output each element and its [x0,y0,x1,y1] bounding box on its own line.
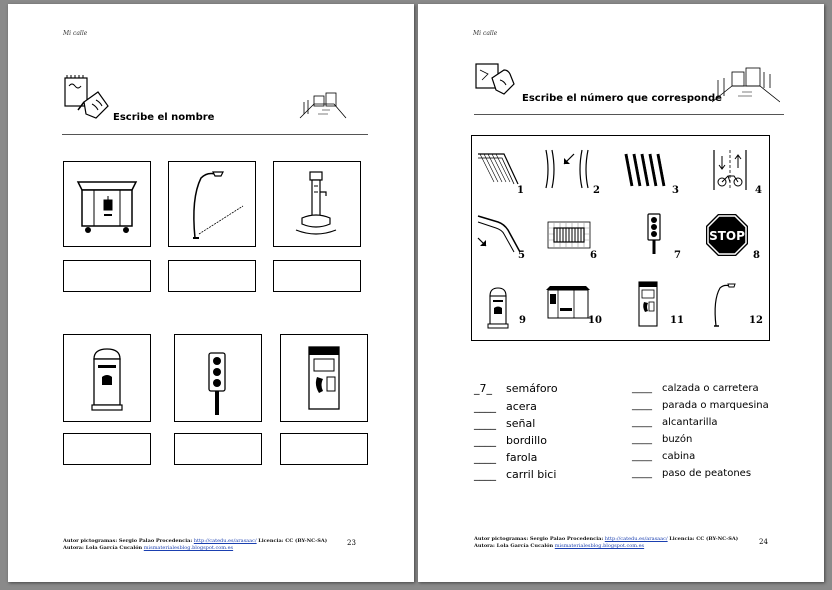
page-title: Escribe el nombre [113,112,215,123]
picture-number: 5 [518,250,525,261]
right-page [418,4,824,582]
road-icon [476,148,520,188]
page-header: Mi calle [473,30,498,37]
page-header: Mi calle [63,30,88,37]
street-scene-icon [298,90,348,120]
word-item: ____ señal [474,417,536,430]
word-item: ____ calzada o carretera [632,383,759,394]
answer-blank[interactable]: ____ [632,400,652,411]
street-lamp-icon [169,162,255,246]
left-page [8,4,414,582]
title-divider [62,134,368,135]
mailbox-icon [64,335,150,421]
answer-blank[interactable]: _7_ [474,382,492,395]
page-footer: Autor pictogramas: Sergio Palao Procedencia: http://catedu.es/arasaac/ Licencia: CC (BY-NC-SA) Autora: Lola García Cucalón mismaterialesblog.blogspot.com.es [63,538,328,551]
page-footer: Autor pictogramas: Sergio Palao Procedencia: http://catedu.es/arasaac/ Licencia: CC (BY-NC-SA) Autora: Lola García Cucalón mismaterialesblog.blogspot.com.es [474,536,739,549]
answer-blank[interactable]: ____ [474,434,496,447]
fountain-icon [274,162,360,246]
pointing-hand-icon [474,60,518,98]
traffic-light-icon [644,212,664,256]
picture-number: 6 [590,250,597,261]
answer-blank[interactable]: ____ [632,451,652,462]
answer-blank[interactable]: ____ [474,417,496,430]
source-link[interactable]: http://catedu.es/arasaac/ [604,536,668,542]
page-number: 23 [347,539,356,547]
picture-number: 4 [755,185,762,196]
word-item: ____ paso de peatones [632,468,752,479]
picture-number: 9 [519,315,526,326]
mailbox-icon [484,284,512,332]
word-item: ____ farola [474,451,538,464]
bike-lane-icon [710,148,750,192]
stop-sign-icon [704,212,750,258]
phone-booth-icon [636,280,660,330]
word-item: ____ buzón [632,434,693,445]
picture-number: 8 [753,250,760,261]
picture-mailbox [63,334,151,422]
answer-box[interactable] [63,260,151,292]
dumpster-icon [64,162,150,246]
page-number: 24 [759,538,768,546]
picture-number: 1 [517,185,524,196]
picture-number: 12 [749,315,763,326]
picture-number: 11 [670,315,684,326]
traffic-light-icon [175,335,261,421]
word-item: ____ bordillo [474,434,547,447]
word-item: ____ alcantarilla [632,417,718,428]
answer-blank[interactable]: ____ [632,417,652,428]
picture-number: 3 [672,185,679,196]
picture-phone-booth [280,334,368,422]
picture-street-lamp [168,161,256,247]
sewer-grate-icon [546,218,592,252]
answer-blank[interactable]: ____ [632,434,652,445]
picture-grid [471,135,770,341]
word-item: ____ carril bici [474,468,557,481]
answer-blank[interactable]: ____ [474,468,496,481]
blog-link[interactable]: mismaterialesblog.blogspot.com.es [554,543,645,549]
word-item: ____ parada o marquesina [632,400,769,411]
title-divider [474,114,784,115]
answer-blank[interactable]: ____ [474,400,496,413]
answer-blank[interactable]: ____ [632,468,652,479]
answer-blank[interactable]: ____ [474,451,496,464]
word-item: ____ cabina [632,451,696,462]
street-lamp-icon [708,282,742,328]
answer-box[interactable] [63,433,151,465]
picture-dumpster [63,161,151,247]
answer-box[interactable] [273,260,361,292]
word-item: _7_ semáforo [474,382,558,395]
word-item: ____ acera [474,400,537,413]
picture-number: 2 [593,185,600,196]
picture-number: 10 [588,315,602,326]
picture-traffic-light [174,334,262,422]
stop-text: STOP [709,229,745,243]
picture-fountain [273,161,361,247]
picture-number: 7 [674,250,681,261]
sidewalk-icon [476,214,524,256]
answer-box[interactable] [168,260,256,292]
curb-icon [542,148,592,190]
phone-booth-icon [281,335,367,421]
street-scene-icon [712,66,780,104]
source-link[interactable]: http://catedu.es/arasaac/ [193,538,257,544]
blog-link[interactable]: mismaterialesblog.blogspot.com.es [143,545,234,551]
answer-blank[interactable]: ____ [632,383,652,394]
answer-box[interactable] [280,433,368,465]
crosswalk-icon [622,150,666,190]
page-title: Escribe el número que corresponde [522,93,722,104]
writing-hand-icon [62,74,112,124]
answer-box[interactable] [174,433,262,465]
